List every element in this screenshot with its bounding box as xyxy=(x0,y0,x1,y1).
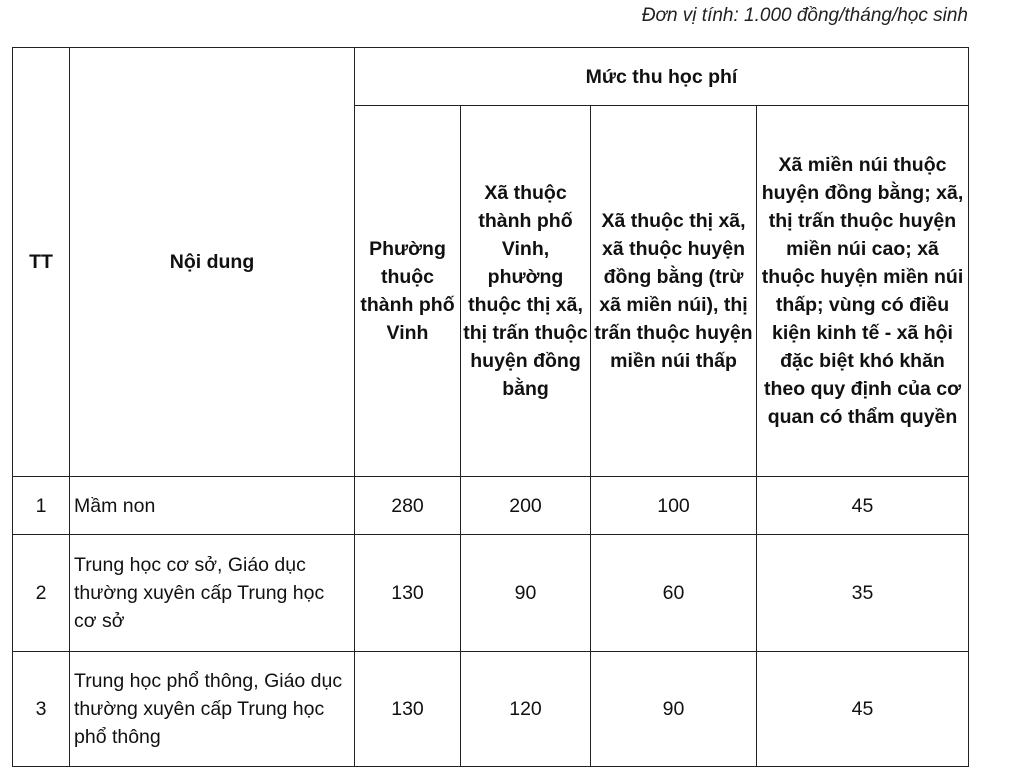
row-value: 120 xyxy=(461,652,591,767)
sub-header-commune-vinh: Xã thuộc thành phố Vinh, phường thuộc thị xã, thị trấn thuộc huyện đồng bằng xyxy=(461,106,591,477)
row-value: 280 xyxy=(355,477,461,535)
row-value: 60 xyxy=(591,535,757,652)
row-value: 90 xyxy=(461,535,591,652)
row-value: 130 xyxy=(355,652,461,767)
row-value: 100 xyxy=(591,477,757,535)
unit-note: Đơn vị tính: 1.000 đồng/tháng/học sinh xyxy=(641,5,968,26)
row-value: 90 xyxy=(591,652,757,767)
sub-header-ward-vinh: Phường thuộc thành phố Vinh xyxy=(355,106,461,477)
row-content: Trung học phổ thông, Giáo dục thường xuyên cấp Trung học phổ thông xyxy=(70,652,355,767)
header-tt: TT xyxy=(13,48,70,477)
row-value: 35 xyxy=(757,535,969,652)
row-tt: 3 xyxy=(13,652,70,767)
row-content: Trung học cơ sở, Giáo dục thường xuyên cấp Trung học cơ sở xyxy=(70,535,355,652)
tuition-fee-table xyxy=(12,47,969,767)
row-value: 45 xyxy=(757,652,969,767)
header-row xyxy=(13,48,969,106)
row-tt: 1 xyxy=(13,477,70,535)
table-row xyxy=(13,535,969,652)
row-tt: 2 xyxy=(13,535,70,652)
header-fee-group: Mức thu học phí xyxy=(355,48,969,106)
row-value: 200 xyxy=(461,477,591,535)
sub-header-commune-town: Xã thuộc thị xã, xã thuộc huyện đồng bằng (trừ xã miền núi), thị trấn thuộc huyện miền núi thấp xyxy=(591,106,757,477)
sub-header-mountain: Xã miền núi thuộc huyện đồng bằng; xã, thị trấn thuộc huyện miền núi cao; xã thuộc huyện miền núi thấp; vùng có điều kiện kinh tế - xã hội đặc biệt khó khăn theo quy định của cơ quan có thẩm quyền xyxy=(757,106,969,477)
row-content: Mầm non xyxy=(70,477,355,535)
header-content: Nội dung xyxy=(70,48,355,477)
table-row xyxy=(13,652,969,767)
row-value: 45 xyxy=(757,477,969,535)
row-value: 130 xyxy=(355,535,461,652)
table-row xyxy=(13,477,969,535)
